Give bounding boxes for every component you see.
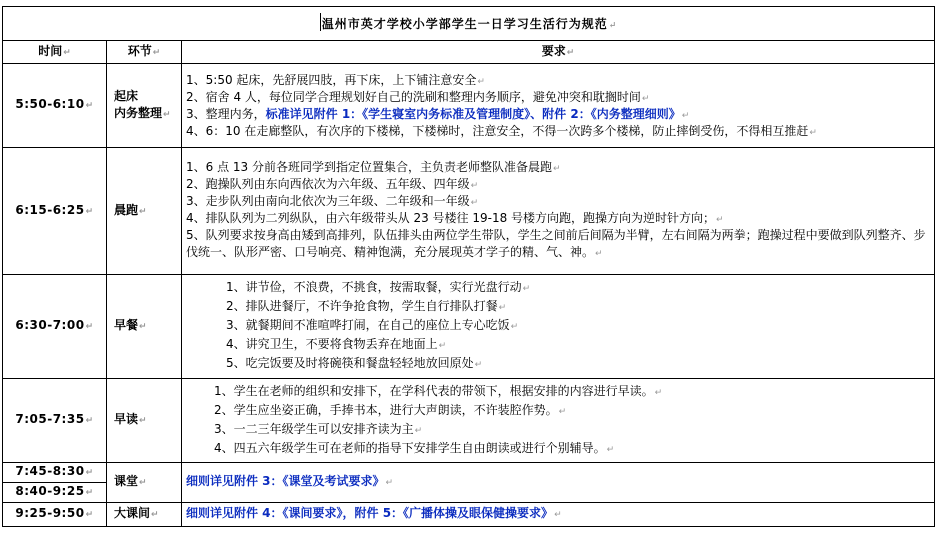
- appendix-reference: 细则详见附件 4：《课间要求》，附件 5：《广播体操及眼保健操要求》: [186, 506, 554, 520]
- document-title: 温州市英才学校小学部学生一日学习生活行为规范: [321, 16, 608, 31]
- time-cell: 5:50-6:10↵: [3, 64, 107, 148]
- requirement-line: 4、讲究卫生，不要将食物丢弃在地面上↵: [226, 337, 447, 351]
- requirement-line: 2、跑操队列由东向西依次为六年级、五年级、四年级↵: [186, 177, 479, 191]
- table-row: [3, 275, 935, 379]
- requirement-cell: [182, 64, 935, 148]
- table-row: [3, 463, 935, 483]
- header-row: [3, 41, 935, 64]
- stage-cell: 大课间↵: [107, 503, 182, 527]
- header-time: 时间↵: [3, 41, 107, 64]
- header-requirement: 要求↵: [182, 41, 935, 64]
- requirement-line: 4、排队队列为二列纵队，由六年级带头从 23 号楼往 19-18 号楼方向跑，跑操方向为逆时针方向；↵: [186, 211, 724, 225]
- requirement-line: 4、四五六年级学生可在老师的指导下安排学生自由朗读或进行个别辅导。↵: [214, 440, 615, 455]
- time-cell: 6:15-6:25↵: [3, 148, 107, 275]
- time-cell: 8:40-9:25↵: [3, 483, 107, 503]
- requirement-line: 3、就餐期间不准喧哗打闹，在自己的座位上专心吃饭↵: [226, 318, 519, 332]
- requirement-line: 2、学生应坐姿正确，手捧书本，进行大声朗读，不许装腔作势。↵: [214, 402, 567, 417]
- requirement-line: 1、学生在老师的组织和安排下，在学科代表的带领下，根据安排的内容进行早读。↵: [214, 383, 663, 398]
- requirement-line: 5、队列要求按身高由矮到高排列，队伍排头由两位学生带队，学生之间前后间隔为半臂，左右间隔为两拳；跑操过程中要做到队列整齐、步伐统一、队形严密、口号响亮、精神饱满，充分展现英才学子的精、气、神。↵: [186, 228, 926, 259]
- table-row: [3, 64, 935, 148]
- requirement-cell: 细则详见附件 3：《课堂及考试要求》↵: [182, 463, 935, 503]
- requirement-cell: [182, 148, 935, 275]
- requirement-line: 3、整理内务，标准详见附件 1：《学生寝室内务标准及管理制度》、附件 2：《内务整理细则》↵: [186, 106, 690, 121]
- appendix-reference: 标准详见附件 1：《学生寝室内务标准及管理制度》、附件 2：《内务整理细则》: [265, 106, 681, 121]
- stage-cell: 早读↵: [107, 379, 182, 463]
- time-cell: 6:30-7:00↵: [3, 275, 107, 379]
- title-row: [3, 7, 935, 41]
- requirement-line: 2、宿舍 4 人，每位同学合理规划好自己的洗刷和整理内务顺序，避免冲突和耽搁时间↵: [186, 89, 650, 104]
- requirement-cell: [182, 275, 935, 379]
- requirement-line: 1、讲节俭，不浪费，不挑食，按需取餐，实行光盘行动↵: [226, 280, 531, 294]
- requirement-line: 1、5:50 起床，先舒展四肢，再下床，上下铺注意安全↵: [186, 72, 485, 87]
- requirement-line: 3、一二三年级学生可以安排齐读为主↵: [214, 421, 423, 436]
- requirement-line: 2、排队进餐厅，不许争抢食物，学生自行排队打餐↵: [226, 299, 507, 313]
- time-cell: 7:45-8:30↵: [3, 463, 107, 483]
- table-row: [3, 148, 935, 275]
- document-title-cell: [3, 7, 935, 41]
- requirement-line: 3、走步队列由南向北依次为三年级、二年级和一年级↵: [186, 194, 479, 208]
- requirement-line: 1、6 点 13 分前各班同学到指定位置集合，主负责老师整队准备晨跑↵: [186, 160, 561, 174]
- table-row: [3, 379, 935, 463]
- time-cell: 7:05-7:35↵: [3, 379, 107, 463]
- stage-cell: 晨跑↵: [107, 148, 182, 275]
- requirement-cell: 细则详见附件 4：《课间要求》，附件 5：《广播体操及眼保健操要求》↵: [182, 503, 935, 527]
- text-cursor: [320, 13, 321, 31]
- requirement-line: 4、6：10 在走廊整队，有次序的下楼梯，下楼梯时，注意安全，不得一次跨多个楼梯，防止摔倒受伤，不得相互推赶↵: [186, 123, 817, 138]
- requirement-line: 5、吃完饭要及时将碗筷和餐盘轻轻地放回原处↵: [226, 356, 483, 370]
- appendix-reference: 细则详见附件 3：《课堂及考试要求》: [186, 474, 385, 488]
- stage-cell: 早餐↵: [107, 275, 182, 379]
- time-cell: 9:25-9:50↵: [3, 503, 107, 527]
- stage-cell: 课堂↵: [107, 463, 182, 503]
- header-stage: 环节↵: [107, 41, 182, 64]
- stage-cell: 起床 内务整理↵: [107, 64, 182, 148]
- schedule-table: [2, 6, 935, 527]
- table-row: [3, 503, 935, 527]
- requirement-cell: [182, 379, 935, 463]
- paragraph-mark: ↵: [608, 20, 618, 31]
